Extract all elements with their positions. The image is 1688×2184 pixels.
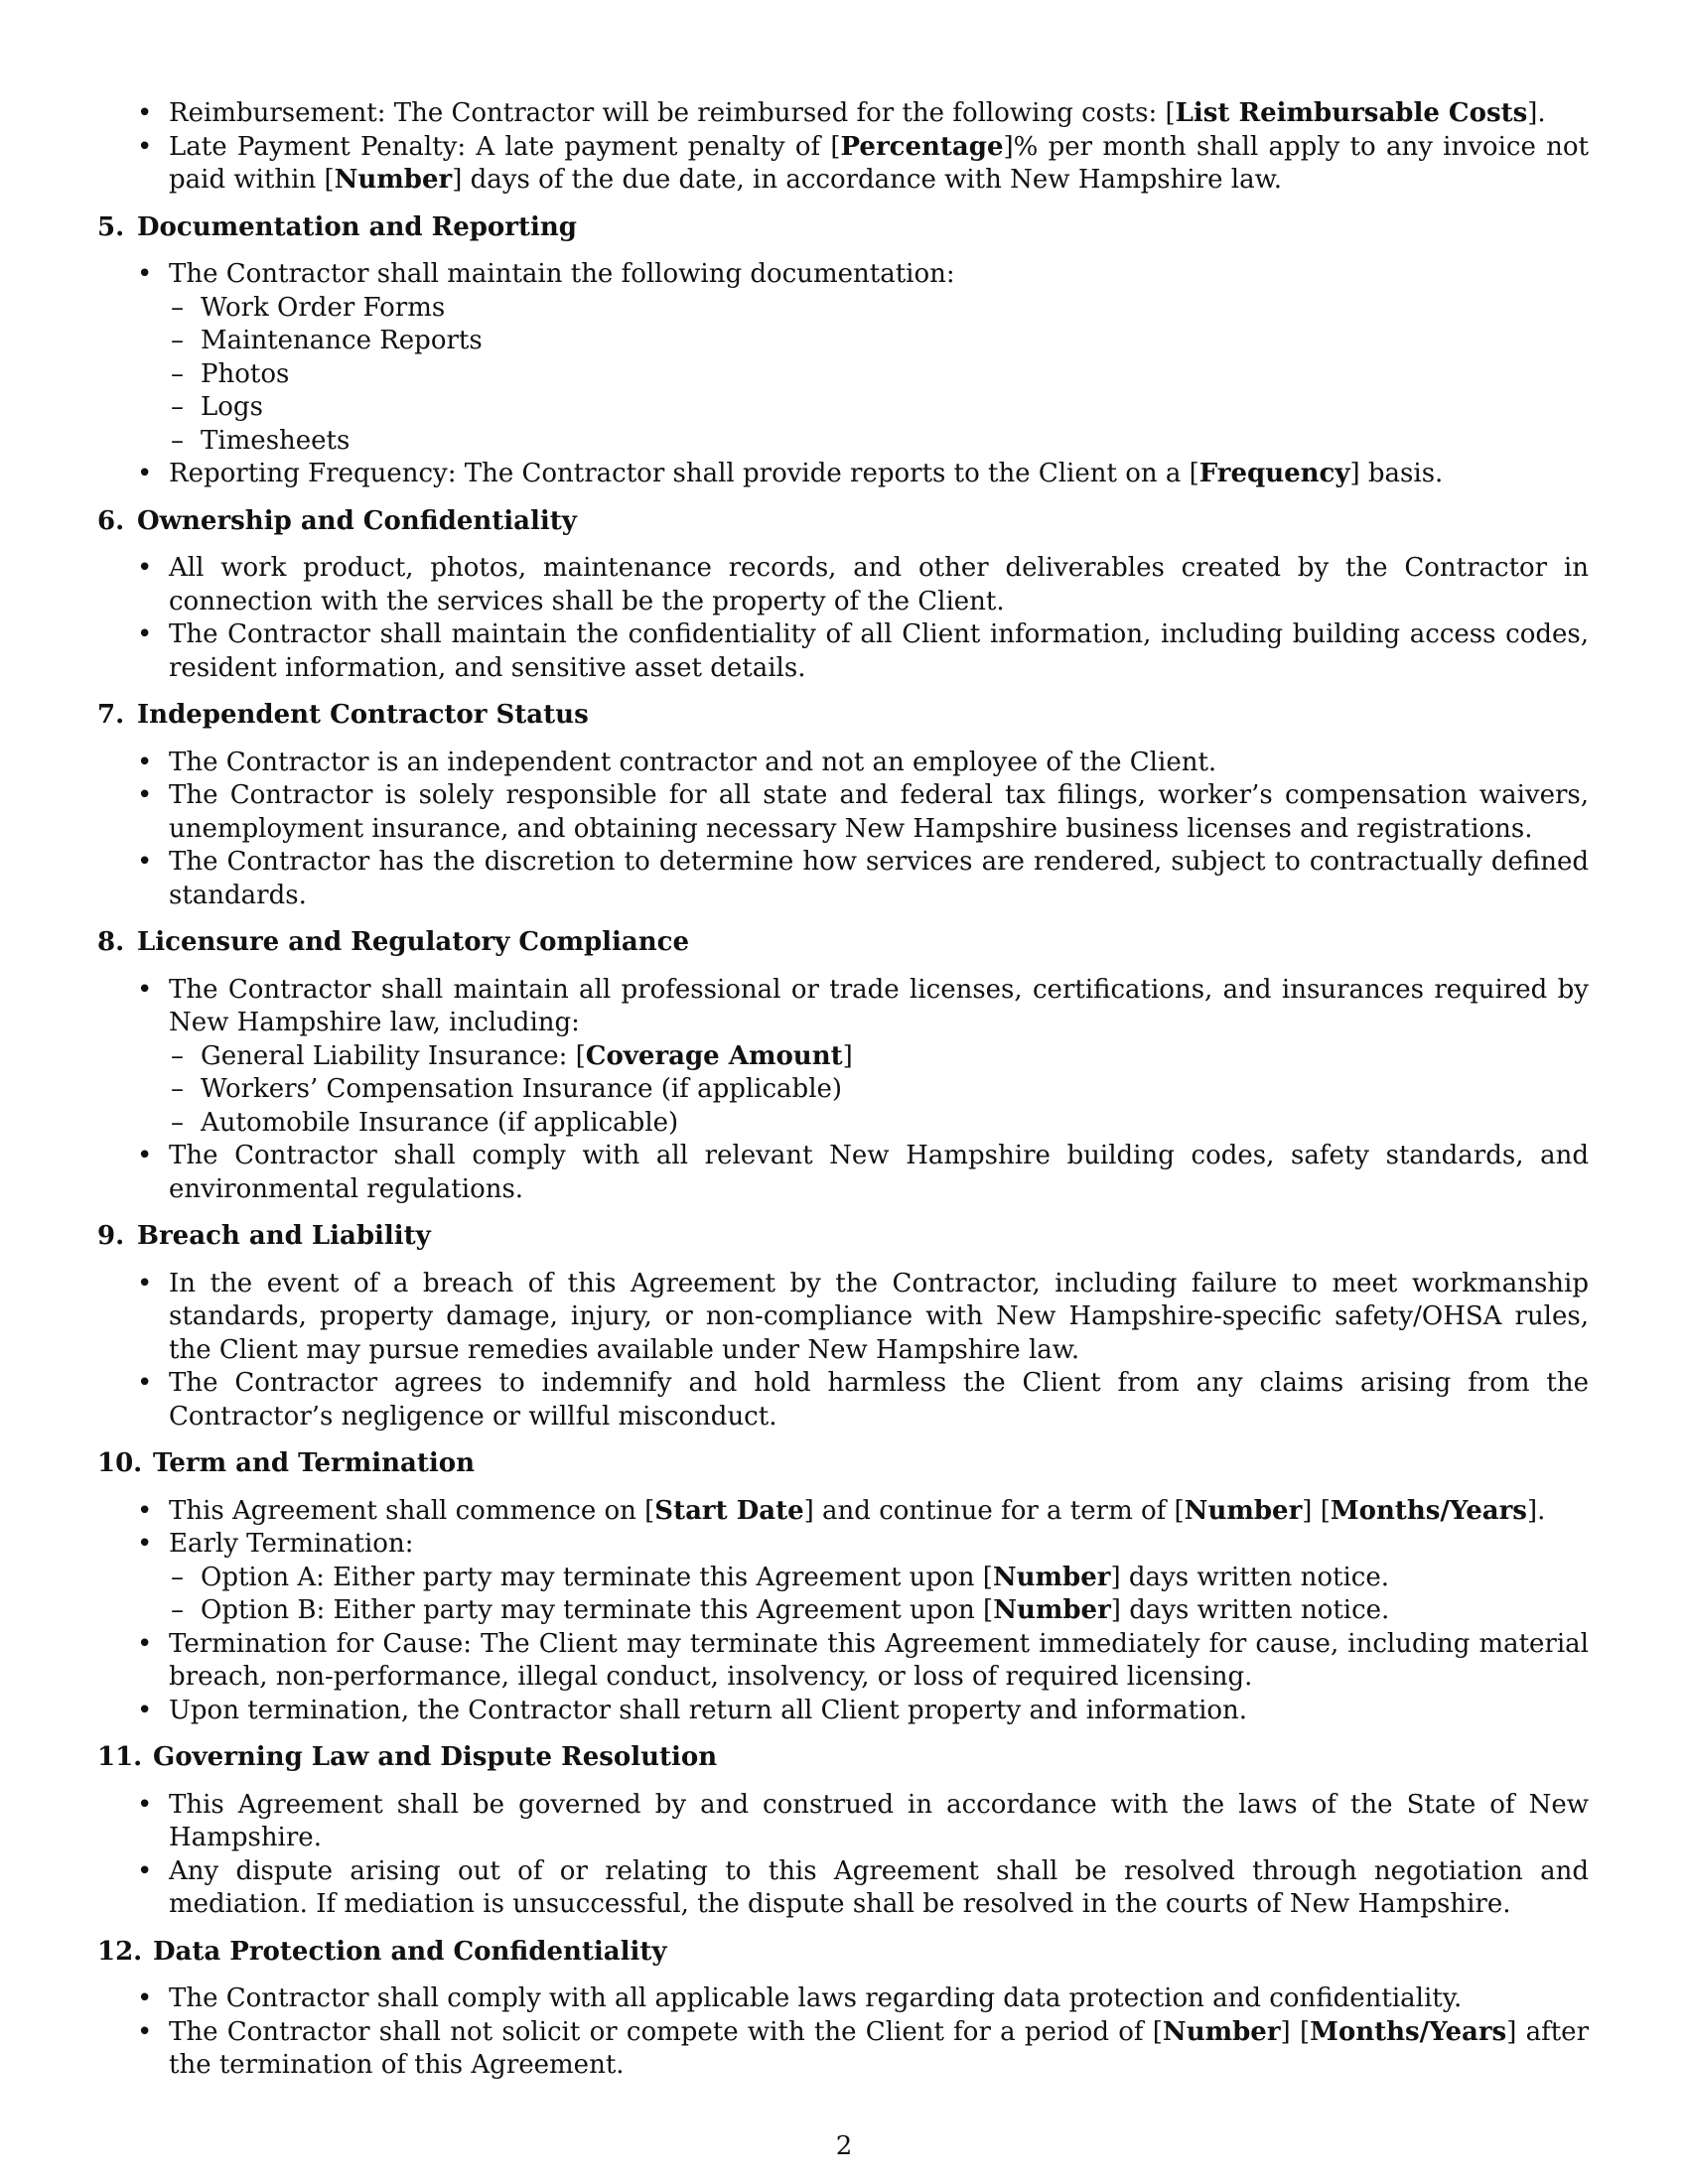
list-item: • Early Termination: – Option A: Either party may terminate this Agreement upon [Number] days written notice. – Option B: Either party may terminate this Agreement upon [Number] days written notice. xyxy=(97,1528,1589,1628)
page-content xyxy=(97,97,1589,2083)
section-heading-8: 8. Licensure and Regulatory Compliance xyxy=(97,927,690,957)
placeholder-field: Frequency xyxy=(1198,459,1350,488)
section-12-list xyxy=(97,1982,1589,2083)
sublist-item: – General Liability Insurance: [Coverage Amount] xyxy=(169,1040,1589,1074)
list-item: • The Contractor shall maintain the following documentation: – Work Order Forms – Maintenance Reports – Photos – Logs – Timesheets xyxy=(97,258,1589,458)
section-11-list xyxy=(97,1789,1589,1922)
placeholder-field: Percentage xyxy=(840,131,1004,162)
list-item: • Reporting Frequency: The Contractor shall provide reports to the Client on a [Frequency] basis. xyxy=(97,458,1589,491)
sublist-item: – Timesheets xyxy=(169,425,1589,459)
list-item: • This Agreement shall commence on [Start Date] and continue for a term of [Number] [Months/Years]. xyxy=(97,1495,1589,1529)
sublist-item: – Automobile Insurance (if applicable) xyxy=(169,1107,1589,1141)
sublist-item: – Workers’ Compensation Insurance (if applicable) xyxy=(169,1073,1589,1107)
placeholder-field: Number xyxy=(1162,2016,1281,2047)
sublist-item: – Option B: Either party may terminate this Agreement upon [Number] days written notice. xyxy=(169,1594,1589,1628)
sublist-item: – Maintenance Reports xyxy=(169,325,1589,358)
section-heading-9: 9. Breach and Liability xyxy=(97,1221,431,1251)
list-item: • All work product, photos, maintenance records, and other deliverables created by the Contractor in connection with the services shall be the property of the Client. xyxy=(97,552,1589,618)
sublist-item: – Logs xyxy=(169,391,1589,425)
sublist-item: – Option A: Either party may terminate this Agreement upon [Number] days written notice. xyxy=(169,1562,1589,1595)
list-item: • The Contractor shall maintain the confidentiality of all Client information, including building access codes, resident information, and sensitive asset details. xyxy=(97,618,1589,685)
list-item: • The Contractor has the discretion to determine how services are rendered, subject to contractually defined standards. xyxy=(97,846,1589,912)
list-item: • The Contractor is an independent contractor and not an employee of the Client. xyxy=(97,747,1589,780)
section-5-list xyxy=(97,258,1589,491)
section-8-list xyxy=(97,974,1589,1207)
placeholder-field: Coverage Amount xyxy=(585,1040,843,1071)
documentation-sublist xyxy=(169,292,1589,459)
list-item: • The Contractor shall comply with all applicable laws regarding data protection and confidentiality. xyxy=(97,1982,1589,2016)
section-6-list xyxy=(97,552,1589,685)
section-10-list xyxy=(97,1495,1589,1728)
list-item: • The Contractor shall not solicit or compete with the Client for a period of [Number] [Months/Years] after the termination of this Agreement. xyxy=(97,2016,1589,2083)
list-item: • The Contractor is solely responsible for all state and federal tax filings, worker’s compensation waivers, unemployment insurance, and obtaining necessary New Hampshire business licenses and registrations. xyxy=(97,779,1589,846)
placeholder-field: Number xyxy=(1184,1495,1303,1526)
payment-continuation-list xyxy=(97,97,1589,198)
section-9-list xyxy=(97,1268,1589,1434)
sublist-item: – Photos xyxy=(169,358,1589,392)
list-item: • In the event of a breach of this Agreement by the Contractor, including failure to meet workmanship standards, property damage, injury, or non-compliance with New Hampshire-specific safety/OHSA rules, the Client may pursue remedies available under New Hampshire law. xyxy=(97,1268,1589,1368)
reimbursement-bullet: • Reimbursement: The Contractor will be reimbursed for the following costs: [List Reimbursable Costs]. xyxy=(97,97,1589,131)
placeholder-field: Number xyxy=(334,165,453,195)
termination-options-sublist xyxy=(169,1562,1589,1628)
list-item: • The Contractor agrees to indemnify and hold harmless the Client from any claims arising from the Contractor’s negligence or willful misconduct. xyxy=(97,1367,1589,1433)
section-heading-7: 7. Independent Contractor Status xyxy=(97,700,589,730)
section-heading-11: 11. Governing Law and Dispute Resolution xyxy=(97,1742,718,1772)
list-item: • Any dispute arising out of or relating to this Agreement shall be resolved through negotiation and mediation. If mediation is unsuccessful, the dispute shall be resolved in the courts of New Hampshire. xyxy=(97,1855,1589,1922)
section-7-list xyxy=(97,747,1589,913)
insurance-sublist xyxy=(169,1040,1589,1141)
section-heading-10: 10. Term and Termination xyxy=(97,1448,476,1478)
list-item: • This Agreement shall be governed by and construed in accordance with the laws of the State of New Hampshire. xyxy=(97,1789,1589,1855)
placeholder-field: Number xyxy=(993,1595,1111,1625)
late-payment-bullet: • Late Payment Penalty: A late payment penalty of [Percentage]% per month shall apply to any invoice not paid within [Number] days of the due date, in accordance with New Hampshire law. xyxy=(97,131,1589,198)
placeholder-field: Number xyxy=(992,1562,1111,1592)
section-heading-6: 6. Ownership and Confidentiality xyxy=(97,505,577,536)
section-heading-5: 5. Documentation and Reporting xyxy=(97,211,577,242)
section-heading-12: 12. Data Protection and Confidentiality xyxy=(97,1936,667,1967)
list-item: • Termination for Cause: The Client may terminate this Agreement immediately for cause, including material breach, non-performance, illegal conduct, insolvency, or loss of required licensing. xyxy=(97,1628,1589,1695)
sublist-item: – Work Order Forms xyxy=(169,292,1589,326)
placeholder-field: Months/Years xyxy=(1310,2016,1507,2047)
placeholder-field: List Reimbursable Costs xyxy=(1175,98,1528,128)
list-item: • The Contractor shall comply with all relevant New Hampshire building codes, safety standards, and environmental regulations. xyxy=(97,1140,1589,1206)
list-item: • Upon termination, the Contractor shall return all Client property and information. xyxy=(97,1695,1589,1728)
placeholder-field: Start Date xyxy=(654,1495,804,1526)
page-number: 2 xyxy=(835,2131,853,2161)
placeholder-field: Months/Years xyxy=(1330,1495,1527,1526)
list-item: • The Contractor shall maintain all professional or trade licenses, certifications, and insurances required by New Hampshire law, including: – General Liability Insurance: [Coverage Amount] – Workers’ Compensation Insurance (if applicable) – Automobile Insurance (if applicable) xyxy=(97,974,1589,1141)
